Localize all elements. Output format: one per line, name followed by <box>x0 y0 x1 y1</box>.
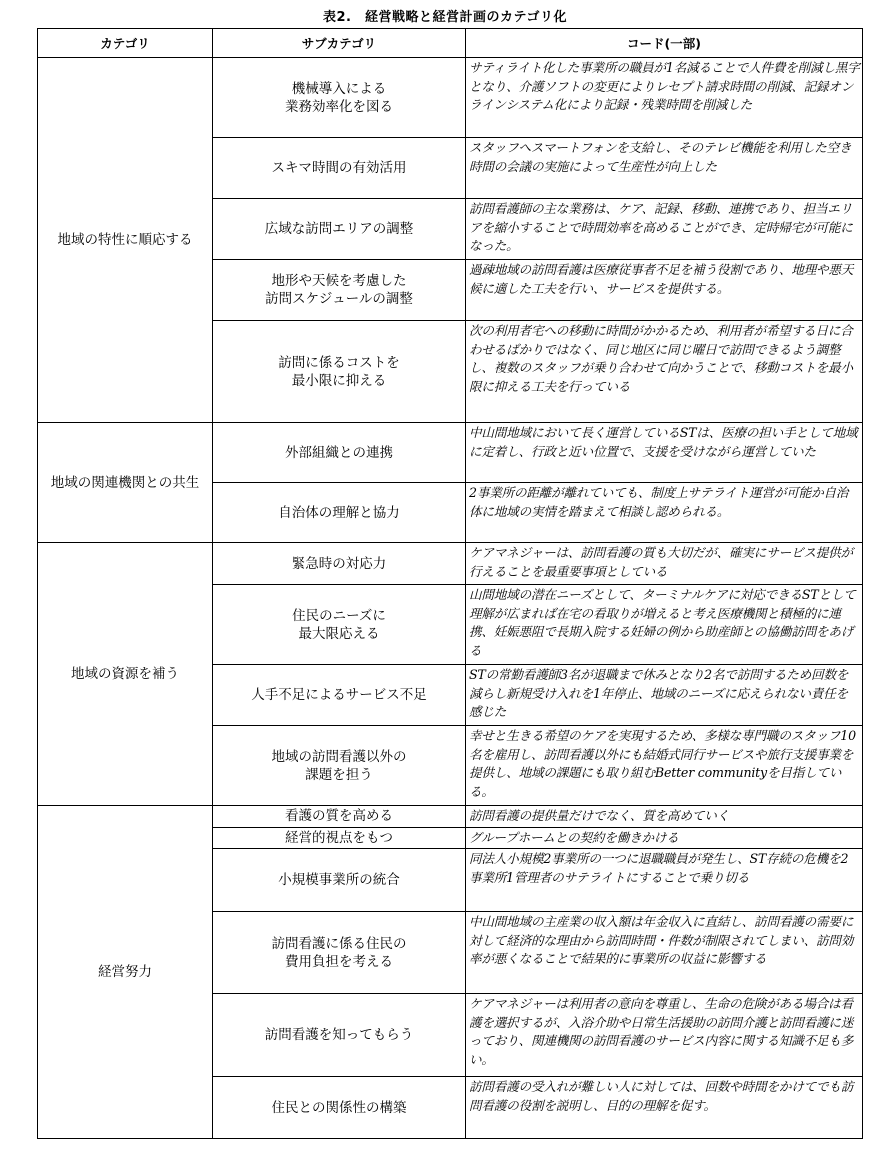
subcategory-cell: 訪問看護を知ってもらう <box>213 994 466 1077</box>
header-code: コード(一部) <box>466 29 863 58</box>
code-cell: サティライト化した事業所の職員が1名減ることで人件費を削減し黒字となり、介護ソフトの変更によりレセプト請求時間の削減、記録オンラインシステム化により記録・残業時間を削減した <box>466 58 863 138</box>
category-cell: 地域の資源を補う <box>38 543 213 806</box>
code-cell: 中山間地域において長く運営しているSTは、医療の担い手として地域に定着し、行政と近い位置で、支援を受けながら運営していた <box>466 423 863 483</box>
code-cell: 訪問看護の受入れが難しい人に対しては、回数や時間をかけてでも訪問看護の役割を説明し、目的の理解を促す。 <box>466 1077 863 1139</box>
subcategory-cell: 地形や天候を考慮した 訪問スケジュールの調整 <box>213 260 466 321</box>
category-table <box>37 28 863 1139</box>
subcategory-cell: 訪問に係るコストを 最小限に抑える <box>213 321 466 423</box>
category-cell: 地域の関連機関との共生 <box>38 423 213 543</box>
table-caption: 表2. 経営戦略と経営計画のカテゴリ化 <box>323 10 567 25</box>
code-cell: スタッフへスマートフォンを支給し、そのテレビ機能を利用した空き時間の会議の実施によって生産性が向上した <box>466 138 863 199</box>
subcategory-cell: 機械導入による 業務効率化を図る <box>213 58 466 138</box>
code-cell: 同法人小規模2事業所の一つに退職職員が発生し、ST存続の危機を2事業所1管理者のサテライトにすることで乗り切る <box>466 849 863 912</box>
code-cell: 次の利用者宅への移動に時間がかかるため、利用者が希望する日に合わせるばかりではなく、同じ地区に同じ曜日で訪問できるよう調整し、複数のスタッフが乗り合わせて向かうことで、移動コストを最小限に抑える工夫を行っている <box>466 321 863 423</box>
table-row <box>38 543 863 585</box>
code-cell: 訪問看護の提供量だけでなく、質を高めていく <box>466 806 863 828</box>
subcategory-cell: 訪問看護に係る住民の 費用負担を考える <box>213 912 466 994</box>
subcategory-cell: 地域の訪問看護以外の 課題を担う <box>213 726 466 806</box>
subcategory-cell: 自治体の理解と協力 <box>213 483 466 543</box>
table-row <box>38 806 863 828</box>
code-cell: 訪問看護師の主な業務は、ケア、記録、移動、連携であり、担当エリアを縮小することで時間効率を高めることができ、定時帰宅が可能になった。 <box>466 199 863 260</box>
subcategory-cell: 住民との関係性の構築 <box>213 1077 466 1139</box>
subcategory-cell: 広域な訪問エリアの調整 <box>213 199 466 260</box>
code-cell: STの常勤看護師3名が退職まで休みとなり2名で訪問するため回数を減らし新規受け入れを1年停止、地域のニーズに応えられない責任を感じた <box>466 665 863 726</box>
code-cell: グループホームとの契約を働きかける <box>466 827 863 849</box>
table-header-row <box>38 29 863 58</box>
subcategory-cell: 小規模事業所の統合 <box>213 849 466 912</box>
table-row <box>38 423 863 483</box>
table-row <box>38 58 863 138</box>
category-cell: 地域の特性に順応する <box>38 58 213 423</box>
code-cell: ケアマネジャーは、訪問看護の質も大切だが、確実にサービス提供が行えることを最重要事項としている <box>466 543 863 585</box>
subcategory-cell: 住民のニーズに 最大限応える <box>213 585 466 665</box>
subcategory-cell: スキマ時間の有効活用 <box>213 138 466 199</box>
subcategory-cell: 経営的視点をもつ <box>213 827 466 849</box>
subcategory-cell: 外部組織との連携 <box>213 423 466 483</box>
code-cell: 山間地域の潜在ニーズとして、ターミナルケアに対応できるSTとして理解が広まれば在宅の看取りが増えると考え医療機関と積極的に連携、妊娠悪阻で長期入院する妊婦の例から助産師との協働訪問をあげる <box>466 585 863 665</box>
code-cell: 幸せと生きる希望のケアを実現するため、多様な専門職のスタッフ10名を雇用し、訪問看護以外にも結婚式同行サービスや旅行支援事業を提供し、地域の課題にも取り組むBetter communityを目指している。 <box>466 726 863 806</box>
code-cell: 中山間地域の主産業の収入額は年金収入に直結し、訪問看護の需要に対して経済的な理由から訪問時間・件数が制限されてしまい、訪問効率が悪くなることで結果的に事業所の収益に影響する <box>466 912 863 994</box>
code-cell: 過疎地域の訪問看護は医療従事者不足を補う役割であり、地理や悪天候に適した工夫を行い、サービスを提供する。 <box>466 260 863 321</box>
code-cell: ケアマネジャーは利用者の意向を尊重し、生命の危険がある場合は看護を選択するが、入浴介助や日常生活援助の訪問介護と訪問看護に迷っており、関連機関の訪問看護のサービス内容に関する知識不足も多い。 <box>466 994 863 1077</box>
code-cell: 2事業所の距離が離れていても、制度上サテライト運営が可能か自治体に地域の実情を踏まえて相談し認められる。 <box>466 483 863 543</box>
category-cell: 経営努力 <box>38 806 213 1139</box>
subcategory-cell: 緊急時の対応力 <box>213 543 466 585</box>
subcategory-cell: 看護の質を高める <box>213 806 466 828</box>
subcategory-cell: 人手不足によるサービス不足 <box>213 665 466 726</box>
header-category: カテゴリ <box>38 29 213 58</box>
header-subcategory: サブカテゴリ <box>213 29 466 58</box>
